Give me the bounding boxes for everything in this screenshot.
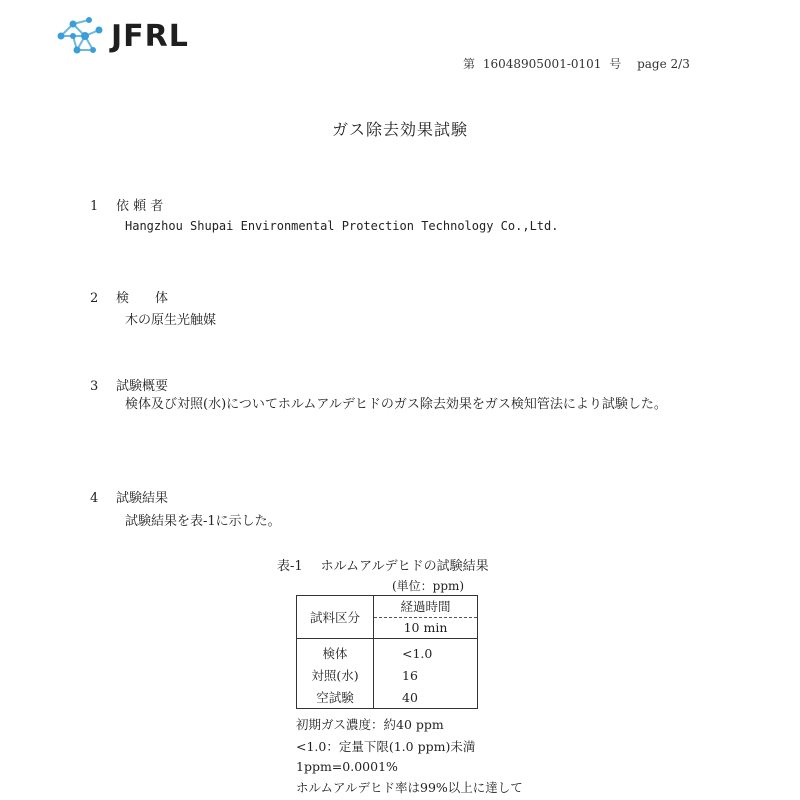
logo-text: JFRL — [111, 18, 189, 54]
table-caption-text: ホルムアルデヒドの試験結果 — [320, 559, 489, 574]
section-2-heading: 2 検 体 — [90, 291, 169, 306]
section-1-body: Hangzhou Shupai Environmental Protection Technology Co.,Ltd. — [125, 219, 559, 233]
row-label: 対照(水) — [297, 664, 374, 686]
header-time: 経過時間 — [374, 596, 478, 618]
header-minutes: 10 min — [374, 617, 478, 639]
table-unit: (単位：ppm) — [392, 579, 465, 593]
doc-number: 16048905001-0101 — [482, 57, 602, 71]
row-value: 16 — [374, 664, 478, 686]
document-number — [463, 55, 694, 72]
table-row — [297, 639, 478, 665]
table-caption — [277, 555, 489, 574]
doc-suffix: 号 — [609, 57, 622, 71]
note-initial-concentration: 初期ガス濃度：約40 ppm — [296, 717, 444, 732]
section-2-body: 木の原生光触媒 — [125, 313, 217, 328]
note-ppm-conversion: 1ppm=0.0001% — [296, 759, 398, 774]
network-logo-icon — [55, 14, 107, 58]
jfrl-logo — [55, 14, 189, 58]
page-indicator: page 2/3 — [637, 57, 690, 71]
page-title: ガス除去効果試験 — [331, 120, 468, 139]
row-value: 40 — [374, 686, 478, 709]
table-row — [297, 664, 478, 686]
section-3-body: 検体及び対照(水)についてホルムアルデヒドのガス除去効果をガス検知管法により試験した。 — [125, 397, 667, 412]
row-value: <1.0 — [374, 639, 478, 665]
section-4-heading: 4 試験結果 — [90, 491, 169, 506]
doc-prefix: 第 — [463, 57, 476, 71]
section-1-heading: 1 依 頼 者 — [90, 199, 164, 214]
table-row — [297, 686, 478, 709]
header-sample: 試料区分 — [297, 596, 374, 639]
section-4-body: 試験結果を表-1に示した。 — [125, 514, 281, 529]
row-label: 空試験 — [297, 686, 374, 709]
row-label: 検体 — [297, 639, 374, 665]
table-caption-label: 表-1 — [277, 559, 303, 574]
results-table — [296, 595, 478, 709]
note-removal-rate: ホルムアルデヒド率は99%以上に達して — [296, 780, 523, 795]
note-detection-limit: <1.0：定量下限(1.0 ppm)未満 — [296, 739, 476, 754]
section-3-heading: 3 試験概要 — [90, 379, 169, 394]
